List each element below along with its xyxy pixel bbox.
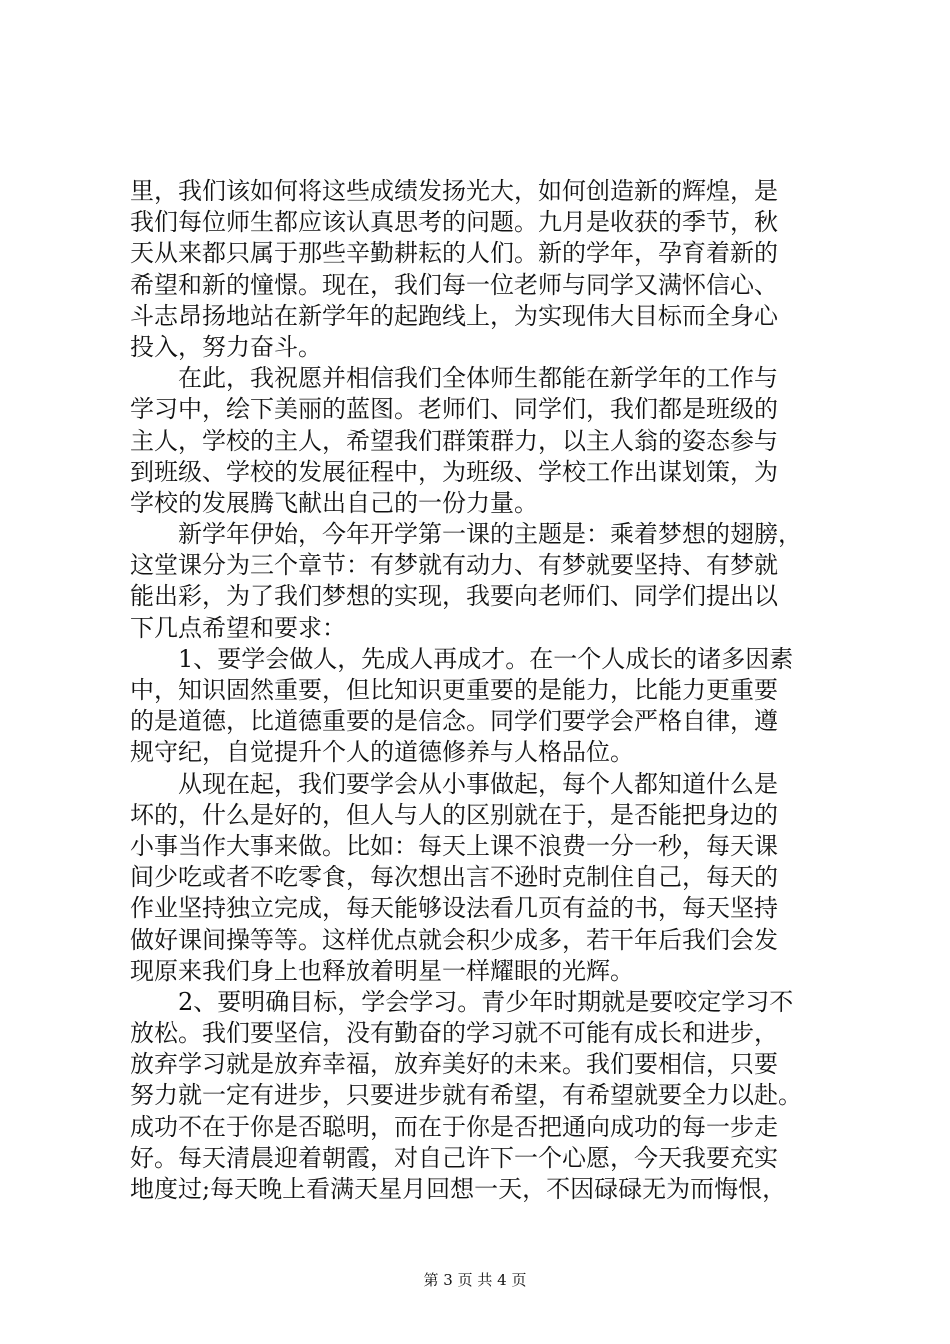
text-line: 努力就一定有进步，只要进步就有希望，有希望就要全力以赴。 (130, 1081, 802, 1110)
text-line: 天从来都只属于那些辛勤耕耘的人们。新的学年，孕育着新的 (130, 239, 778, 268)
paragraph-start-line: 在此，我祝愿并相信我们全体师生都能在新学年的工作与 (178, 364, 778, 393)
text-line: 学校的发展腾飞献出自己的一份力量。 (130, 488, 538, 517)
text-line: 我们每位师生都应该认真思考的问题。九月是收获的季节，秋 (130, 208, 778, 237)
text-line: 投入，努力奋斗。 (130, 332, 322, 361)
text-line: 成功不在于你是否聪明，而在于你是否把通向成功的每一步走 (130, 1112, 778, 1141)
text-line: 学习中，绘下美丽的蓝图。老师们、同学们，我们都是班级的 (130, 395, 778, 424)
text-line: 里，我们该如何将这些成绩发扬光大，如何创造新的辉煌，是 (130, 177, 778, 205)
text-line: 坏的，什么是好的，但人与人的区别就在于，是否能把身边的 (130, 800, 778, 829)
text-line: 间少吃或者不吃零食，每次想出言不逊时克制住自己，每天的 (130, 863, 778, 892)
body-text (130, 176, 830, 1205)
paragraph-start-line: 新学年伊始，今年开学第一课的主题是：乘着梦想的翅膀， (178, 520, 802, 549)
text-line: 放松。我们要坚信，没有勤奋的学习就不可能有成长和进步， (130, 1019, 778, 1048)
text-line: 斗志昂扬地站在新学年的起跑线上，为实现伟大目标而全身心 (130, 301, 778, 330)
text-line: 好。每天清晨迎着朝霞，对自己许下一个心愿，今天我要充实 (130, 1143, 778, 1172)
text-line: 中，知识固然重要，但比知识更重要的是能力，比能力更重要 (130, 676, 778, 704)
text-line: 小事当作大事来做。比如：每天上课不浪费一分一秒，每天课 (130, 831, 778, 860)
text-line: 的是道德，比道德重要的是信念。同学们要学会严格自律，遵 (130, 707, 778, 736)
text-line: 作业坚持独立完成，每天能够设法看几页有益的书，每天坚持 (130, 894, 778, 923)
text-line: 规守纪，自觉提升个人的道德修养与人格品位。 (130, 738, 634, 767)
text-line: 主人，学校的主人，希望我们群策群力，以主人翁的姿态参与 (130, 426, 778, 455)
page-number-footer: 第 3 页 共 4 页 (423, 1271, 527, 1289)
text-line: 这堂课分为三个章节：有梦就有动力、有梦就要坚持、有梦就 (130, 551, 778, 580)
text-line: 做好课间操等等。这样优点就会积少成多，若干年后我们会发 (130, 925, 778, 954)
text-line: 放弃学习就是放弃幸福，放弃美好的未来。我们要相信，只要 (130, 1050, 778, 1079)
text-line: 地度过;每天晚上看满天星月回想一天，不因碌碌无为而悔恨， (130, 1175, 787, 1203)
text-line: 到班级、学校的发展征程中，为班级、学校工作出谋划策，为 (130, 457, 778, 486)
paragraph-start-line: 从现在起，我们要学会从小事做起，每个人都知道什么是 (178, 769, 778, 798)
paragraph-start-line: 1、要学会做人，先成人再成才。在一个人成长的诸多因素 (178, 644, 794, 673)
text-line: 现原来我们身上也释放着明星一样耀眼的光辉。 (130, 956, 634, 985)
text-line: 希望和新的憧憬。现在，我们每一位老师与同学又满怀信心、 (130, 270, 778, 299)
text-line: 下几点希望和要求： (130, 613, 346, 642)
paragraph-start-line: 2、要明确目标，学会学习。青少年时期就是要咬定学习不 (178, 987, 794, 1016)
text-line: 能出彩，为了我们梦想的实现，我要向老师们、同学们提出以 (130, 582, 778, 611)
